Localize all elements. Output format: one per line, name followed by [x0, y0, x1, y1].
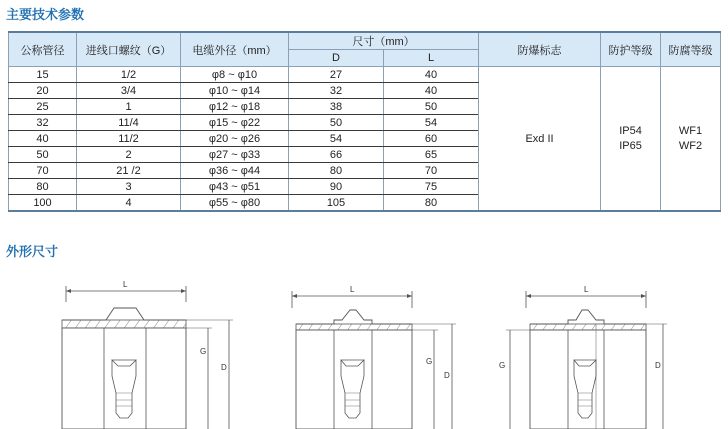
cell-nominal: 80	[9, 179, 77, 195]
cell-corrosion	[661, 67, 721, 212]
cell-cable-od: φ20 ~ φ26	[181, 131, 289, 147]
header-d: D	[289, 50, 384, 67]
cell-nominal: 100	[9, 195, 77, 212]
header-ex-mark: 防爆标志	[479, 32, 601, 67]
drawing-1-d-label: D	[221, 363, 227, 372]
cell-d: 90	[289, 179, 384, 195]
drawing-1	[62, 280, 233, 429]
cell-l: 54	[384, 115, 479, 131]
cell-thread: 1	[77, 99, 181, 115]
cell-d: 80	[289, 163, 384, 179]
cell-thread: 4	[77, 195, 181, 212]
drawing-3-d-label: D	[655, 361, 661, 370]
drawing-3-g-label: G	[499, 361, 506, 370]
header-thread: 进线口螺纹（G）	[77, 32, 181, 67]
specs-section-title: 主要技术参数	[6, 7, 85, 22]
cell-l: 40	[384, 83, 479, 99]
drawing-1-l-label: L	[123, 280, 128, 289]
cell-l: 75	[384, 179, 479, 195]
header-l: L	[384, 50, 479, 67]
cell-thread: 1/2	[77, 67, 181, 83]
drawing-3-l-label: L	[584, 285, 589, 294]
cell-thread: 11/2	[77, 131, 181, 147]
cell-cable-od: φ12 ~ φ18	[181, 99, 289, 115]
corrosion-level: WF1	[678, 124, 703, 137]
drawing-2-l-label: L	[350, 285, 355, 294]
drawing-2-d-label: D	[444, 371, 450, 380]
cell-nominal: 20	[9, 83, 77, 99]
header-corrosion: 防腐等级	[661, 32, 721, 67]
drawing-3	[499, 285, 667, 429]
dimension-drawings	[0, 268, 728, 429]
cell-d: 50	[289, 115, 384, 131]
cell-thread: 2	[77, 147, 181, 163]
cell-nominal: 70	[9, 163, 77, 179]
protection-level: IP65	[619, 139, 642, 152]
drawing-1-g-label: G	[200, 347, 207, 356]
cell-d: 32	[289, 83, 384, 99]
drawing-2-g-label: G	[426, 357, 433, 366]
cell-thread: 11/4	[77, 115, 181, 131]
cell-d: 38	[289, 99, 384, 115]
drawing-2	[292, 285, 456, 429]
cell-thread: 3	[77, 179, 181, 195]
cell-l: 80	[384, 195, 479, 212]
header-protection: 防护等级	[601, 32, 661, 67]
protection-level: IP54	[619, 124, 642, 137]
cell-nominal: 40	[9, 131, 77, 147]
cell-l: 50	[384, 99, 479, 115]
cell-d: 105	[289, 195, 384, 212]
table-row	[9, 67, 721, 83]
cell-d: 27	[289, 67, 384, 83]
cell-ex-mark: Exd II	[479, 67, 601, 212]
cell-nominal: 50	[9, 147, 77, 163]
cell-l: 70	[384, 163, 479, 179]
cell-nominal: 25	[9, 99, 77, 115]
header-cable-od: 电缆外径（mm）	[181, 32, 289, 67]
cell-nominal: 32	[9, 115, 77, 131]
cell-thread: 21 /2	[77, 163, 181, 179]
cell-thread: 3/4	[77, 83, 181, 99]
cell-l: 60	[384, 131, 479, 147]
cell-cable-od: φ43 ~ φ51	[181, 179, 289, 195]
cell-cable-od: φ27 ~ φ33	[181, 147, 289, 163]
cell-d: 54	[289, 131, 384, 147]
cell-cable-od: φ15 ~ φ22	[181, 115, 289, 131]
cell-d: 66	[289, 147, 384, 163]
cell-nominal: 15	[9, 67, 77, 83]
cell-l: 40	[384, 67, 479, 83]
header-nominal: 公称管径	[9, 32, 77, 67]
cell-protection	[601, 67, 661, 212]
cell-l: 65	[384, 147, 479, 163]
cell-cable-od: φ36 ~ φ44	[181, 163, 289, 179]
cell-cable-od: φ55 ~ φ80	[181, 195, 289, 212]
cell-cable-od: φ8 ~ φ10	[181, 67, 289, 83]
header-size: 尺寸（mm）	[289, 32, 479, 50]
spec-table	[8, 31, 721, 212]
corrosion-level: WF2	[678, 139, 703, 152]
dims-section-title: 外形尺寸	[6, 244, 59, 259]
cell-cable-od: φ10 ~ φ14	[181, 83, 289, 99]
